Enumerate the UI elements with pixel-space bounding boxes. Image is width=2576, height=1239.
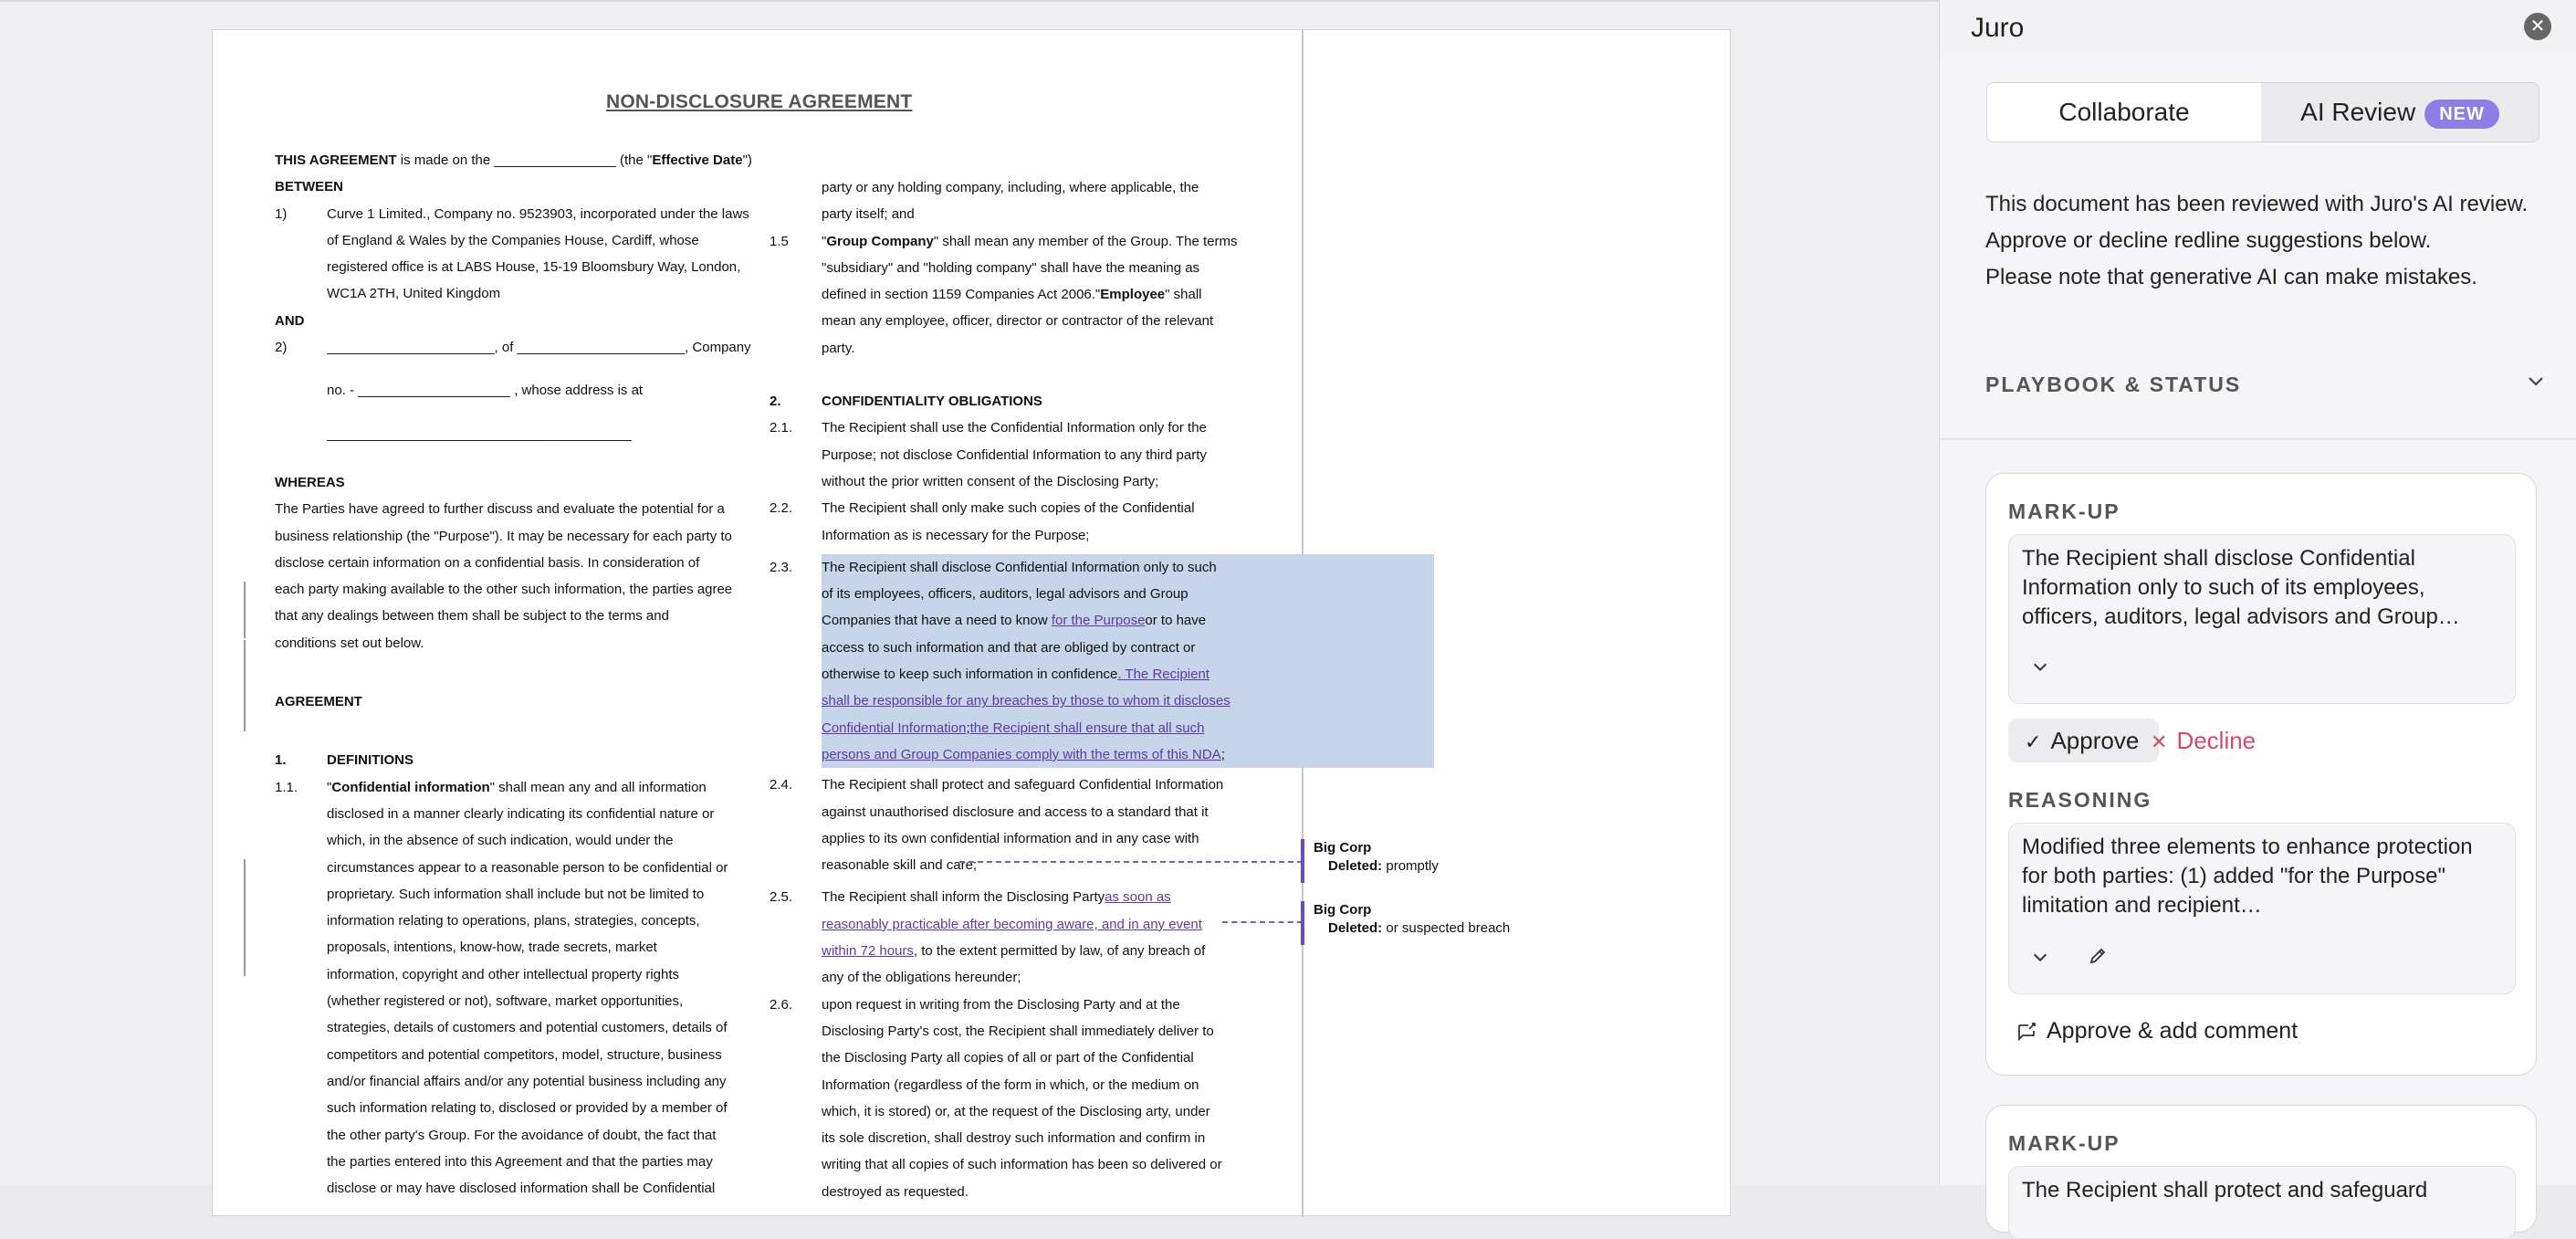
insertion[interactable]: for the Purpose [1051,613,1146,629]
clause-2-4: 2.4. The Recipient shall protect and safeguard Confidential Information against unauthorised disclosure and access to a standard that it applies to its own confidential information and in any case with reasonable skill and care; [770,777,1224,874]
comment-label: Deleted: [1328,920,1383,936]
document-title: NON-DISCLOSURE AGREEMENT [606,91,913,112]
juro-sidebar [1939,0,2576,1202]
reasoning-box [2008,823,2516,994]
chevron-down-icon[interactable] [2526,371,2546,396]
approve-and-comment-button[interactable]: Approve & add comment [2016,1018,2298,1045]
clause-2-3[interactable]: 2.3. The Recipient shall disclose Confidential Information only to such of its employees, officers, auditors, legal advisors and Group Companies that have a need to know for the Purposeor to have access to such information and that are obliged by contract or otherwise to keep such information in confidence. The Recipient shall be responsible for any breaches by those to whom it discloses Confidential Information;the Recipient shall ensure that all such persons and Group Companies comply with the terms of this NDA; [770,554,1434,768]
clause-2-1: 2.1. The Recipient shall use the Confidential Information only for the Purpose; not disclose Confidential Information to any third party without the prior written consent of the Disclosing Party; [770,420,1207,489]
sidebar-header [1940,0,2576,55]
deletion-comment[interactable] [1301,901,1575,938]
change-bar [244,582,246,638]
whereas-text: The Parties have agreed to further discuss and evaluate the potential for a business relationship (the "Purpose"). It may be necessary for each party to disclose certain information on a confidential basis. In consideration of each party making available to the other such information, the parties agree that any dealings between them shall be subject to the terms and conditions set out below. [275,501,733,651]
agreement-heading: AGREEMENT [275,694,362,710]
clause-1-5: 1.5 "Group Company" shall mean any member of the Group. The terms "subsidiary" and "holding company" shall have the meaning as defined in section 1159 Companies Act 2006."Employee" shall mean any employee, officer, director or contractor of the relevant party. [770,233,1238,356]
change-bar [244,640,246,731]
markup-text: The Recipient shall protect and safeguard [2022,1178,2428,1202]
markup-text: The Recipient shall disclose Confidential Information only to such of its employees, officers, auditors, legal advisors and Group… [2022,546,2460,629]
reasoning-text: Modified three elements to enhance protection for both parties: (1) added "for the Purpose" limitation and recipient… [2022,835,2473,918]
clause-2-2: 2.2. The Recipient shall only make such copies of the Confidential Information as is necessary for the Purpose; [770,500,1195,543]
clause-2-3-highlight[interactable]: The Recipient shall disclose Confidential Information only to such of its employees, officers, auditors, legal advisors and Group Companies that have a need to know for the Purposeor to have access to such information and that are obliged by contract or otherwise to keep such information in confidence. The Recipient shall be responsible for any breaches by those to whom it discloses Confidential Information;the Recipient shall ensure that all such persons and Group Companies comply with the terms of this NDA; [822,554,1434,768]
between-heading: BETWEEN [275,179,343,195]
chevron-down-icon[interactable] [2031,657,2049,681]
insertion[interactable]: Confidential Information [822,719,967,736]
markup-box [2008,1166,2516,1239]
sidebar-tabs [1986,82,2539,142]
markup-box [2008,534,2516,704]
document-body[interactable] [213,30,1304,1217]
insertion[interactable]: within 72 hours [822,943,914,960]
markup-label: MARK-UP [2008,1131,2120,1155]
insertion[interactable]: reasonably practicable after becoming aware, and in any event [822,916,1202,932]
divider [1940,438,2576,440]
x-icon: ✕ [2151,730,2168,753]
suggestion-card [1985,1105,2537,1233]
insertion[interactable]: as soon as [1105,889,1171,906]
party-2: 2) ______________________, of ______________________, Company no. - ____________________ , whose address is at ________________________________________ [275,340,751,442]
insertion[interactable]: persons and Group Companies comply with the terms of this NDA [822,746,1221,762]
insertion[interactable]: . The Recipient [1117,667,1209,683]
markup-label: MARK-UP [2008,499,2120,523]
clause-1-4-tail: party or any holding company, including, where applicable, the party itself; and [822,180,1199,223]
chevron-down-icon[interactable] [2031,948,2049,971]
definitions-heading: 1. DEFINITIONS [275,752,414,769]
clause-2-5[interactable]: 2.5. The Recipient shall inform the Disclosing Partyas soon as reasonably practicable after becoming aware, and in any event within 72 hours, to the extent permitted by law, of any breach of any of the obligations hereunder; [770,889,1206,986]
sidebar-title: Juro [1971,13,2025,43]
preamble: THIS AGREEMENT is made on the ________________ (the "Effective Date") [275,152,752,168]
clause-2-6: 2.6. upon request in writing from the Disclosing Party and at the Disclosing Party's cost, the Recipient shall immediately deliver to the Disclosing Party all copies of all or part of the Confidential Information (regardless of the form in which, or the medium on which, it is stored) or, at the request of the Disclosing arty, under its sole discretion, shall destroy such information and confirm in writing that all copies of such information has been so delivered or destroyed as requested. [770,996,1222,1200]
clause-2-heading: 2. CONFIDENTIALITY OBLIGATIONS [770,394,1042,410]
comment-author: Big Corp [1314,902,1372,918]
tab-ai-review[interactable]: AI Review NEW [2261,83,2539,142]
comment-connector [1222,921,1303,923]
intro-text: This document has been reviewed with Juro's AI review. Approve or decline redline suggestions below. Please note that generative AI can make mistakes. [1985,186,2542,296]
suggestion-card [1985,473,2537,1076]
document-page [212,29,1731,1216]
playbook-status-toggle[interactable]: PLAYBOOK & STATUS [1985,373,2242,396]
comment-icon [2016,1021,2037,1043]
deletion-comment[interactable] [1301,839,1520,876]
comment-text: promptly [1386,858,1439,874]
comment-text: or suspected breach [1386,920,1511,936]
comment-author: Big Corp [1314,840,1372,856]
change-bar [244,859,246,976]
clause-1-1: 1.1. "Confidential information" shall mean any and all information disclosed in a manner clearly indicating its confidential nature or which, in the absence of such indication, would under the circumstances appear to a reasonable person to be confidential or proprietary. Such information shall include but not be limited to information relating to operations, plans, strategies, concepts, proposals, intentions, know-how, trade secrets, market information, copyright and other intellectual property rights (whether registered or not), software, market opportunities, strategies, details of customers and potential customers, details of competitors and potential competitors, model, structure, business and/or financial affairs and/or any potential business including any such information relating to, disclosed or provided by a member of the other party's Group. For the avoidance of doubt, the fact that the parties entered into this Agreement and that the parties may disclose or may have disclosed information shall be Confidential [275,779,728,1197]
approve-button[interactable]: ✓ Approve [2008,719,2159,762]
tab-collaborate[interactable]: Collaborate [1987,83,2261,142]
reasoning-label: REASONING [2008,788,2152,812]
party-1: 1) Curve 1 Limited., Company no. 9523903, incorporated under the laws of England & Wales by the Companies House, Cardiff, whose registered office is at LABS House, 15-19 Bloomsbury Way, London, WC1A 2TH, United Kingdom [275,205,749,302]
decline-button[interactable]: ✕ Decline [2151,727,2257,754]
comment-connector [959,861,1303,863]
right-column [770,174,1434,1205]
ai-note: Please note that generative AI can make mistakes. [1985,265,2477,289]
comment-bar [1301,839,1304,883]
comment-label: Deleted: [1328,858,1383,874]
comment-bar [1301,901,1304,945]
insertion[interactable]: the Recipient shall ensure that all such [969,719,1205,736]
and-heading: AND [275,312,305,329]
whereas-heading: WHEREAS [275,474,345,490]
insertion[interactable]: shall be responsible for any breaches by those to whom it discloses [822,693,1230,709]
new-badge: NEW [2424,100,2499,129]
pencil-icon[interactable] [2088,946,2108,971]
close-icon[interactable]: ✕ [2524,13,2551,40]
check-icon: ✓ [2025,730,2042,753]
